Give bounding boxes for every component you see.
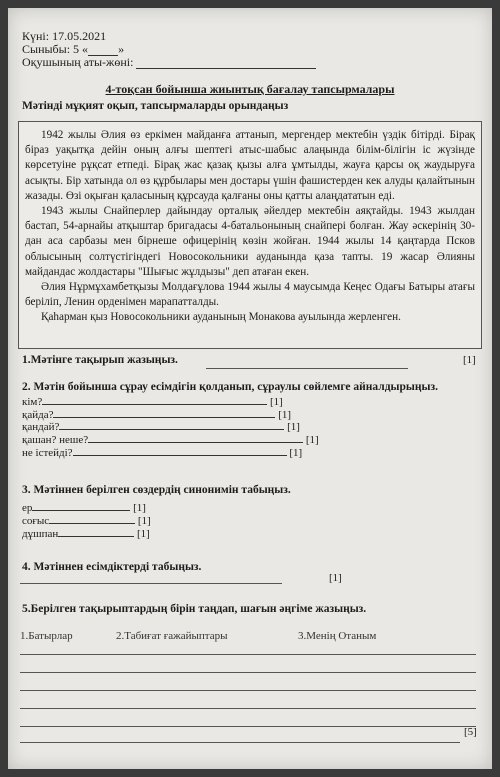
q2-item-3 bbox=[22, 420, 300, 433]
q3-item-3 bbox=[22, 527, 150, 540]
q5-answer-line-3[interactable] bbox=[20, 690, 476, 691]
q2-answer-2[interactable] bbox=[53, 408, 275, 418]
q5-option-1: 1.Батырлар bbox=[20, 630, 73, 642]
q3-label-2: соғыс bbox=[22, 515, 50, 527]
worksheet-title: 4-тоқсан бойынша жиынтық бағалау тапсырмалары bbox=[105, 82, 395, 96]
q5-answer-line-2[interactable] bbox=[20, 672, 476, 673]
q2-item-4 bbox=[22, 433, 319, 446]
paragraph-1: 1942 жылы Әлия өз еркімен майданға аттанып, мергендер мектебін үздік бітірді. Бірақ біраз уақытқа дейін оның алғы шептегі атыс-шабыс алаңында білім-білігін іс жүзінде көрсетуіне рұқсат етпеді. Бірақ жас қазақ қызы алға ұмтылды, жауға қарсы оқ жаудыруға асықты. Бір хатында ол өз құрбылары мен достары үшін фашистерден кек алуды қалайтынын жазады. Өзі оқыған қаласының құрсауда қалғаны оны қатты алаңдататын еді. bbox=[25, 129, 475, 202]
student-name-blank[interactable] bbox=[136, 68, 316, 69]
question-2: 2. Мәтін бойынша сұрау есімдігін қолданып, сұраулы сөйлемге айналдырыңыз. bbox=[22, 381, 438, 393]
q2-answer-1[interactable] bbox=[42, 395, 267, 405]
reading-text-box bbox=[18, 121, 482, 349]
q3-answer-2[interactable] bbox=[49, 514, 135, 524]
q1-mark: [1] bbox=[463, 354, 476, 366]
class-close: » bbox=[118, 42, 125, 56]
q5-option-3: 3.Менің Отаным bbox=[298, 630, 377, 642]
question-3: 3. Мәтіннен берілген сөздердің синонимін табыңыз. bbox=[22, 484, 291, 496]
q3-mark-3: [1] bbox=[136, 528, 150, 540]
question-4: 4. Мәтіннен есімдіктерді табыңыз. bbox=[22, 561, 202, 573]
q3-item-2 bbox=[22, 514, 151, 527]
q5-mark: [5] bbox=[464, 726, 477, 738]
question-5: 5.Берілген тақырыптардың бірін таңдап, шағын әңгіме жазыңыз. bbox=[22, 603, 367, 615]
q2-label-1: кім? bbox=[22, 396, 43, 408]
q2-answer-5[interactable] bbox=[73, 446, 287, 456]
q2-answer-3[interactable] bbox=[59, 420, 284, 430]
q5-answer-line-5[interactable] bbox=[20, 726, 476, 727]
date-text: Күні: 17.05.2021 bbox=[22, 29, 107, 43]
q2-item-5 bbox=[22, 446, 302, 459]
q3-answer-1[interactable] bbox=[32, 501, 130, 511]
q5-answer-line-6[interactable] bbox=[20, 742, 460, 743]
q2-label-5: не істейді? bbox=[22, 447, 73, 459]
q2-mark-2: [1] bbox=[278, 409, 292, 421]
student-label: Оқушының аты-жөні: bbox=[22, 55, 134, 69]
q2-mark-3: [1] bbox=[287, 421, 300, 433]
q2-label-4: қашан? неше? bbox=[22, 434, 89, 446]
class-label: Сыныбы: 5 « bbox=[22, 42, 89, 56]
paragraph-4: Қаһарман қыз Новосокольники ауданының Монакова ауылында жерленген. bbox=[41, 311, 401, 324]
student-line bbox=[22, 56, 316, 69]
q2-mark-5: [1] bbox=[289, 447, 303, 459]
q3-answer-3[interactable] bbox=[58, 527, 134, 537]
q3-label-3: дұшпан bbox=[22, 528, 59, 540]
q2-mark-4: [1] bbox=[305, 434, 319, 446]
q4-mark: [1] bbox=[329, 572, 342, 584]
paragraph-2: 1943 жылы Снайперлер дайындау орталық әйелдер мектебін аяқтайды. 1943 жылдан бастап, 54-арнайы атқыштар бригадасы 4-батальонының снайпері болған. Жау әскерінің 30-дан аса сарбазы мен бірнеше офицерінің көзін жойған. 1944 жылы 14 қаңтарда Псков облысының солтүстігіндегі Новосокольники ауданында қаза тапты. 19 жасар Әлияны майдандас жолдастары "Шығыс жұлдызы" деп атаған екен. bbox=[25, 205, 475, 278]
q3-label-1: ер bbox=[22, 502, 33, 514]
paragraph-3: Әлия Нұрмұхамбетқызы Молдағұлова 1944 жылы 4 маусымда Кеңес Одағы Батыры атағы беріліп, Ленин орденімен марапатталды. bbox=[25, 281, 475, 309]
q3-mark-1: [1] bbox=[133, 502, 146, 514]
question-1: 1.Мәтінге тақырып жазыңыз. bbox=[22, 354, 178, 366]
q2-answer-4[interactable] bbox=[88, 433, 303, 443]
q5-answer-line-4[interactable] bbox=[20, 708, 476, 709]
q1-answer-line[interactable] bbox=[206, 368, 408, 369]
q2-item-1 bbox=[22, 395, 283, 408]
instruction: Мәтінді мұқият оқып, тапсырмаларды орындаңыз bbox=[22, 100, 289, 112]
q2-mark-1: [1] bbox=[270, 396, 283, 408]
q3-mark-2: [1] bbox=[137, 515, 151, 527]
worksheet bbox=[8, 8, 492, 769]
q5-answer-line-1[interactable] bbox=[20, 654, 476, 655]
q2-label-3: қандай? bbox=[22, 421, 60, 433]
q5-option-2: 2.Табиғат ғажайыптары bbox=[116, 630, 228, 642]
q3-item-1 bbox=[22, 501, 146, 514]
q4-answer-line[interactable] bbox=[20, 583, 282, 584]
q2-label-2: қайда? bbox=[22, 409, 54, 421]
